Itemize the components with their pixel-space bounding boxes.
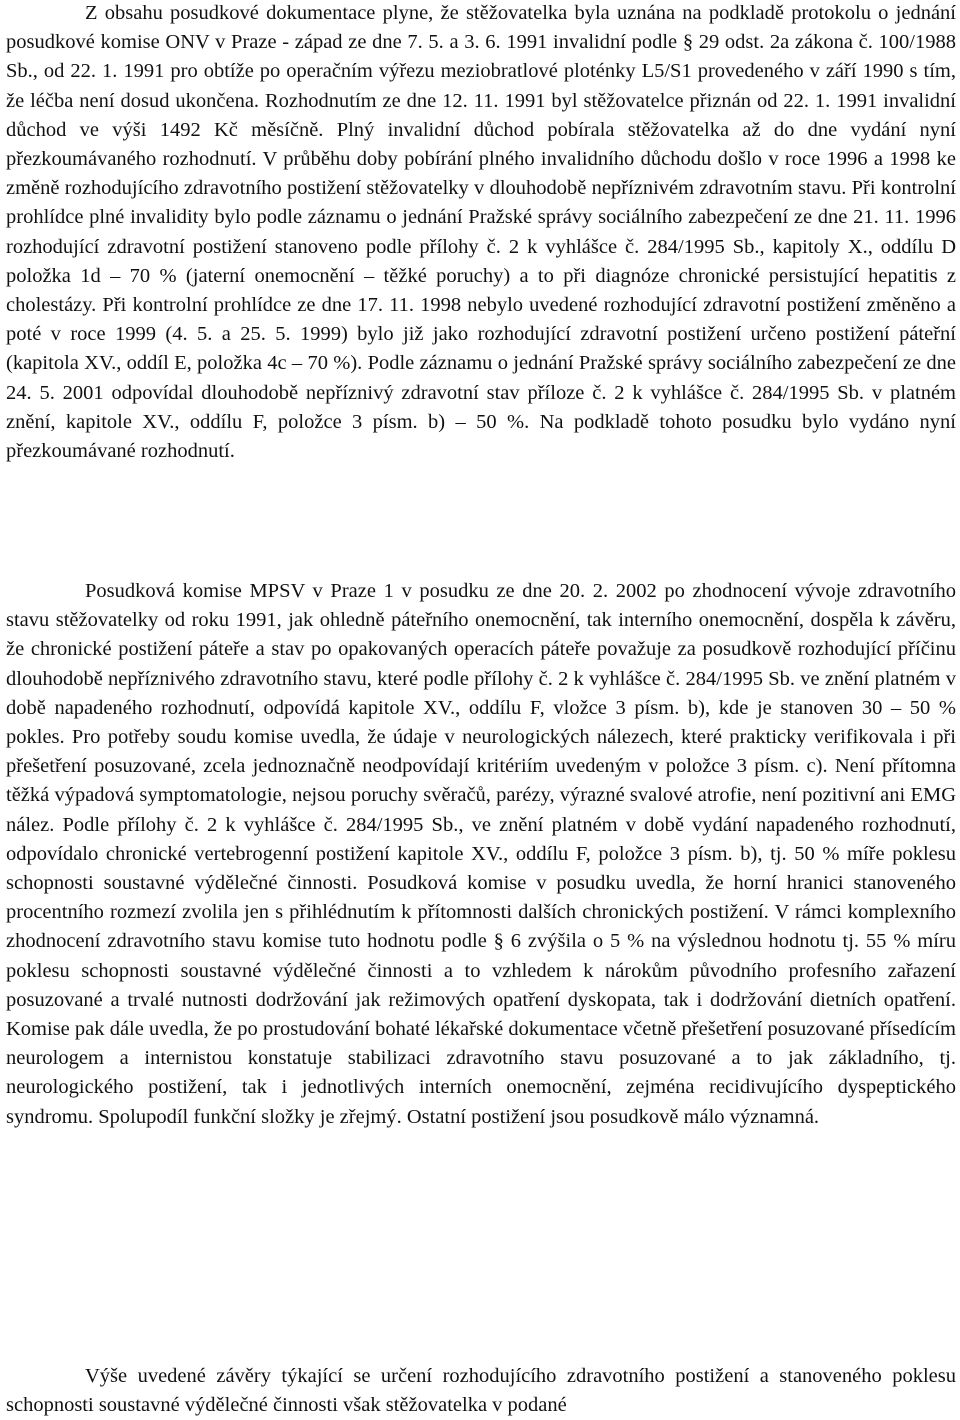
paragraph-1: Z obsahu posudkové dokumentace plyne, že stěžovatelka byla uznána na podkladě protokolu o jednání posudkové komise ONV v Praze - západ ze dne 7. 5. a 3. 6. 1991 invalidní podle § 29 odst. 2a zákona č. 100/1988 Sb., od 22. 1. 1991 pro obtíže po operačním výřezu meziobratlové ploténky L5/S1 provedeného v září 1990 s tím, že léčba není dosud ukončena. Rozhodnutím ze dne 12. 11. 1991 byl stěžovatelce přiznán od 22. 1. 1991 invalidní důchod ve výši 1492 Kč měsíčně. Plný invalidní důchod pobírala stěžovatelka až do dne vydání nyní přezkoumávaného rozhodnutí. V průběhu doby pobírání plného invalidního důchodu došlo v roce 1996 a 1998 ke změně rozhodujícího zdravotního postižení stěžovatelky v dlouhodobě nepříznivém zdravotním stavu. Při kontrolní prohlídce plné invalidity bylo podle záznamu o jednání Pražské správy sociálního zabezpečení ze dne 21. 11. 1996 rozhodující zdravotní postižení stanoveno podle přílohy č. 2 k vyhlášce č. 284/1995 Sb., kapitoly X., oddílu D položka 1d – 70 % (jaterní onemocnění – těžké poruchy) a to při diagnóze chronické persistující hepatitis z cholestázy. Při kontrolní prohlídce ze dne 17. 11. 1998 nebylo uvedené rozhodující zdravotní postižení změněno a poté v roce 1999 (4. 5. a 25. 5. 1999) bylo již jako rozhodující zdravotní postižení určeno postižení páteřní (kapitola XV., oddíl E, položka 4c – 70 %). Podle záznamu o jednání Pražské správy sociálního zabezpečení ze dne 24. 5. 2001 odpovídal dlouhodobě nepříznivý zdravotní stav příloze č. 2 k vyhlášce č. 284/1995 Sb. v platném znění, kapitole XV., oddílu F, položce 3 písm. b) – 50 %. Na podkladě tohoto posudku bylo vydáno nyní přezkoumávané rozhodnutí. bbox=[6, 2, 956, 463]
paragraph-3: Výše uvedené závěry týkající se určení rozhodujícího zdravotního postižení a stanoveného poklesu schopnosti soustavné výdělečné činnosti však stěžovatelka v podané bbox=[6, 1365, 956, 1417]
paragraph-2: Posudková komise MPSV v Praze 1 v posudku ze dne 20. 2. 2002 po zhodnocení vývoje zdravotního stavu stěžovatelky od roku 1991, jak ohledně páteřního onemocnění, tak interního onemocnění, dospěla k závěru, že chronické postižení páteře a stav po opakovaných operacích páteře považuje za posudkově rozhodující příčinu dlouhodobě nepříznivého zdravotního stavu, které podle přílohy č. 2 k vyhlášce č. 284/1995 Sb. ve znění platném v době napadeného rozhodnutí, odpovídá kapitole XV., oddílu F, vložce 3 písm. b), kde je stanoven 30 – 50 % pokles. Pro potřeby soudu komise uvedla, že údaje v neurologických nálezech, které prakticky verifikovala i při přešetření posuzované, zcela jednoznačně neodpovídají kritériím uvedeným v položce 3 písm. c). Není přítomna těžká výpadová symptomatologie, nejsou poruchy svěračů, parézy, výrazné svalové atrofie, není pozitivní ani EMG nález. Podle přílohy č. 2 k vyhlášce č. 284/1995 Sb., ve znění platném v době vydání napadeného rozhodnutí, odpovídalo chronické vertebrogenní postižení kapitole XV., oddílu F, položce 3 písm. b), tj. 50 % míře poklesu schopnosti soustavné výdělečné činnosti. Posudková komise v posudku uvedla, že horní hranici stanoveného procentního rozmezí zvolila jen s přihlédnutím k přítomnosti dalších chronických postižení. V rámci komplexního zhodnocení zdravotního stavu komise tuto hodnotu podle § 6 zvýšila o 5 % na výslednou hodnotu tj. 55 % míru poklesu schopnosti soustavné výdělečné činnosti a to vzhledem k nárokům původního profesního zařazení posuzované a trvalé nutnosti dodržování jak režimových opatření dyskopata, tak i dodržování dietních opatření. Komise pak dále uvedla, že po prostudování bohaté lékařské dokumentace včetně přešetření posuzované přísedícím neurologem a internistou konstatuje stabilizaci zdravotního stavu posuzované a to jak základního, tj. neurologického postižení, tak i jednotlivých interních onemocnění, zejména recidivujícího dyspeptického syndromu. Spolupodíl funkční složky je zřejmý. Ostatní postižení jsou posudkově málo významná. bbox=[6, 580, 956, 1128]
